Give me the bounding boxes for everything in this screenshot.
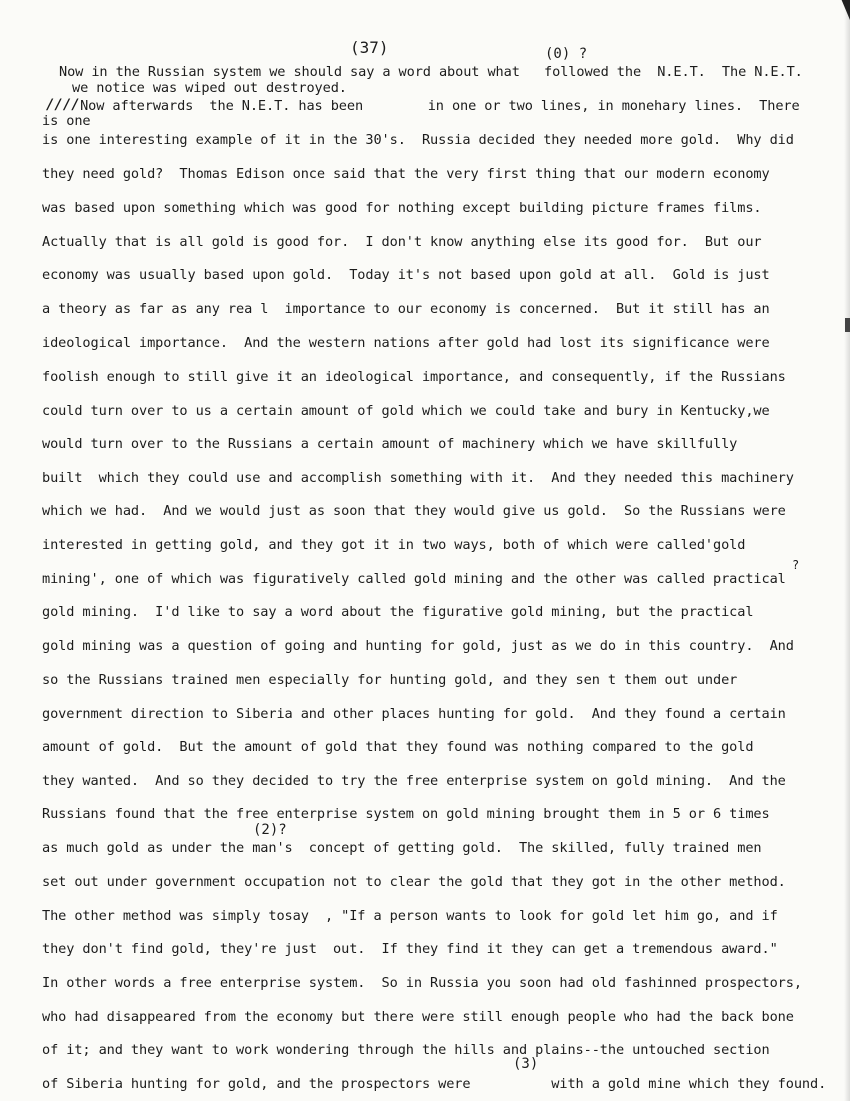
text-line: they need gold? Thomas Edison once said that the very first thing that our modern economy — [42, 166, 770, 182]
text-line: Russians found that the free enterprise system on gold mining brought them in 5 or 6 times — [42, 806, 770, 822]
bottom-annotation: (3) — [513, 1056, 539, 1072]
page-edge-nick — [845, 318, 850, 332]
text-line: a theory as far as any rea l importance to our economy is concerned. But it still has an — [42, 301, 770, 317]
text-line: Now in the Russian system we should say a word about what followed the N.E.T. The N.E.T. — [59, 64, 803, 80]
text-line: amount of gold. But the amount of gold that they found was nothing compared to the gold — [42, 739, 754, 755]
text-line: is one interesting example of it in the 30's. Russia decided they needed more gold. Why did — [42, 132, 794, 148]
text-line: we notice was wiped out destroyed. — [72, 80, 347, 96]
text-line: foolish enough to still give it an ideological importance, and consequently, if the Russians — [42, 369, 786, 385]
text-line: of Siberia hunting for gold, and the prospectors were with a gold mine which they found. — [42, 1076, 827, 1092]
text-line: built which they could use and accomplish something with it. And they needed this machinery — [42, 470, 794, 486]
text-line: so the Russians trained men especially for hunting gold, and they sen t them out under — [42, 672, 738, 688]
text-line: who had disappeared from the economy but there were still enough people who had the back bone — [42, 1009, 794, 1025]
text-line: was based upon something which was good for nothing except building picture frames films. — [42, 200, 762, 216]
text-line: gold mining was a question of going and hunting for gold, just as we do in this country. And — [42, 638, 794, 654]
mid-annotation: (2)? — [253, 822, 287, 838]
scan-edge-shadow — [844, 0, 850, 1101]
text-line: ideological importance. And the western nations after gold had lost its significance were — [42, 335, 770, 351]
text-line: could turn over to us a certain amount of gold which we could take and bury in Kentucky,we — [42, 403, 770, 419]
text-line: Now afterwards the N.E.T. has been in one or two lines, in monehary lines. There — [72, 98, 800, 114]
top-right-annotation: (0) ? — [545, 46, 588, 62]
text-line: is one — [42, 113, 91, 129]
text-line: economy was usually based upon gold. Today it's not based upon gold at all. Gold is just — [42, 267, 770, 283]
text-line: they wanted. And so they decided to try the free enterprise system on gold mining. And the — [42, 773, 786, 789]
text-line: mining', one of which was figuratively called gold mining and the other was called practical — [42, 571, 786, 587]
text-line: as much gold as under the man's concept of getting gold. The skilled, fully trained men — [42, 840, 762, 856]
text-line: they don't find gold, they're just out. If they find it they can get a tremendous award." — [42, 941, 778, 957]
text-line: In other words a free enterprise system. So in Russia you soon had old fashinned prospectors, — [42, 975, 802, 991]
margin-slashes: //// — [46, 97, 80, 113]
text-line: would turn over to the Russians a certain amount of machinery which we have skillfully — [42, 436, 738, 452]
text-line: which we had. And we would just as soon that they would give us gold. So the Russians were — [42, 503, 786, 519]
page-number: (37) — [350, 38, 389, 57]
text-line: interested in getting gold, and they got it in two ways, both of which were called'gold — [42, 537, 746, 553]
text-line: set out under government occupation not to clear the gold that they got in the other method. — [42, 874, 786, 890]
text-line: gold mining. I'd like to say a word about the figurative gold mining, but the practical — [42, 604, 754, 620]
question-mark-annotation: ? — [792, 558, 800, 572]
text-line: government direction to Siberia and other places hunting for gold. And they found a certain — [42, 706, 786, 722]
text-line: The other method was simply tosay , "If a person wants to look for gold let him go, and if — [42, 908, 778, 924]
text-line: of it; and they want to work wondering through the hills and plains--the untouched section — [42, 1042, 770, 1058]
text-line: Actually that is all gold is good for. I don't know anything else its good for. But our — [42, 234, 762, 250]
